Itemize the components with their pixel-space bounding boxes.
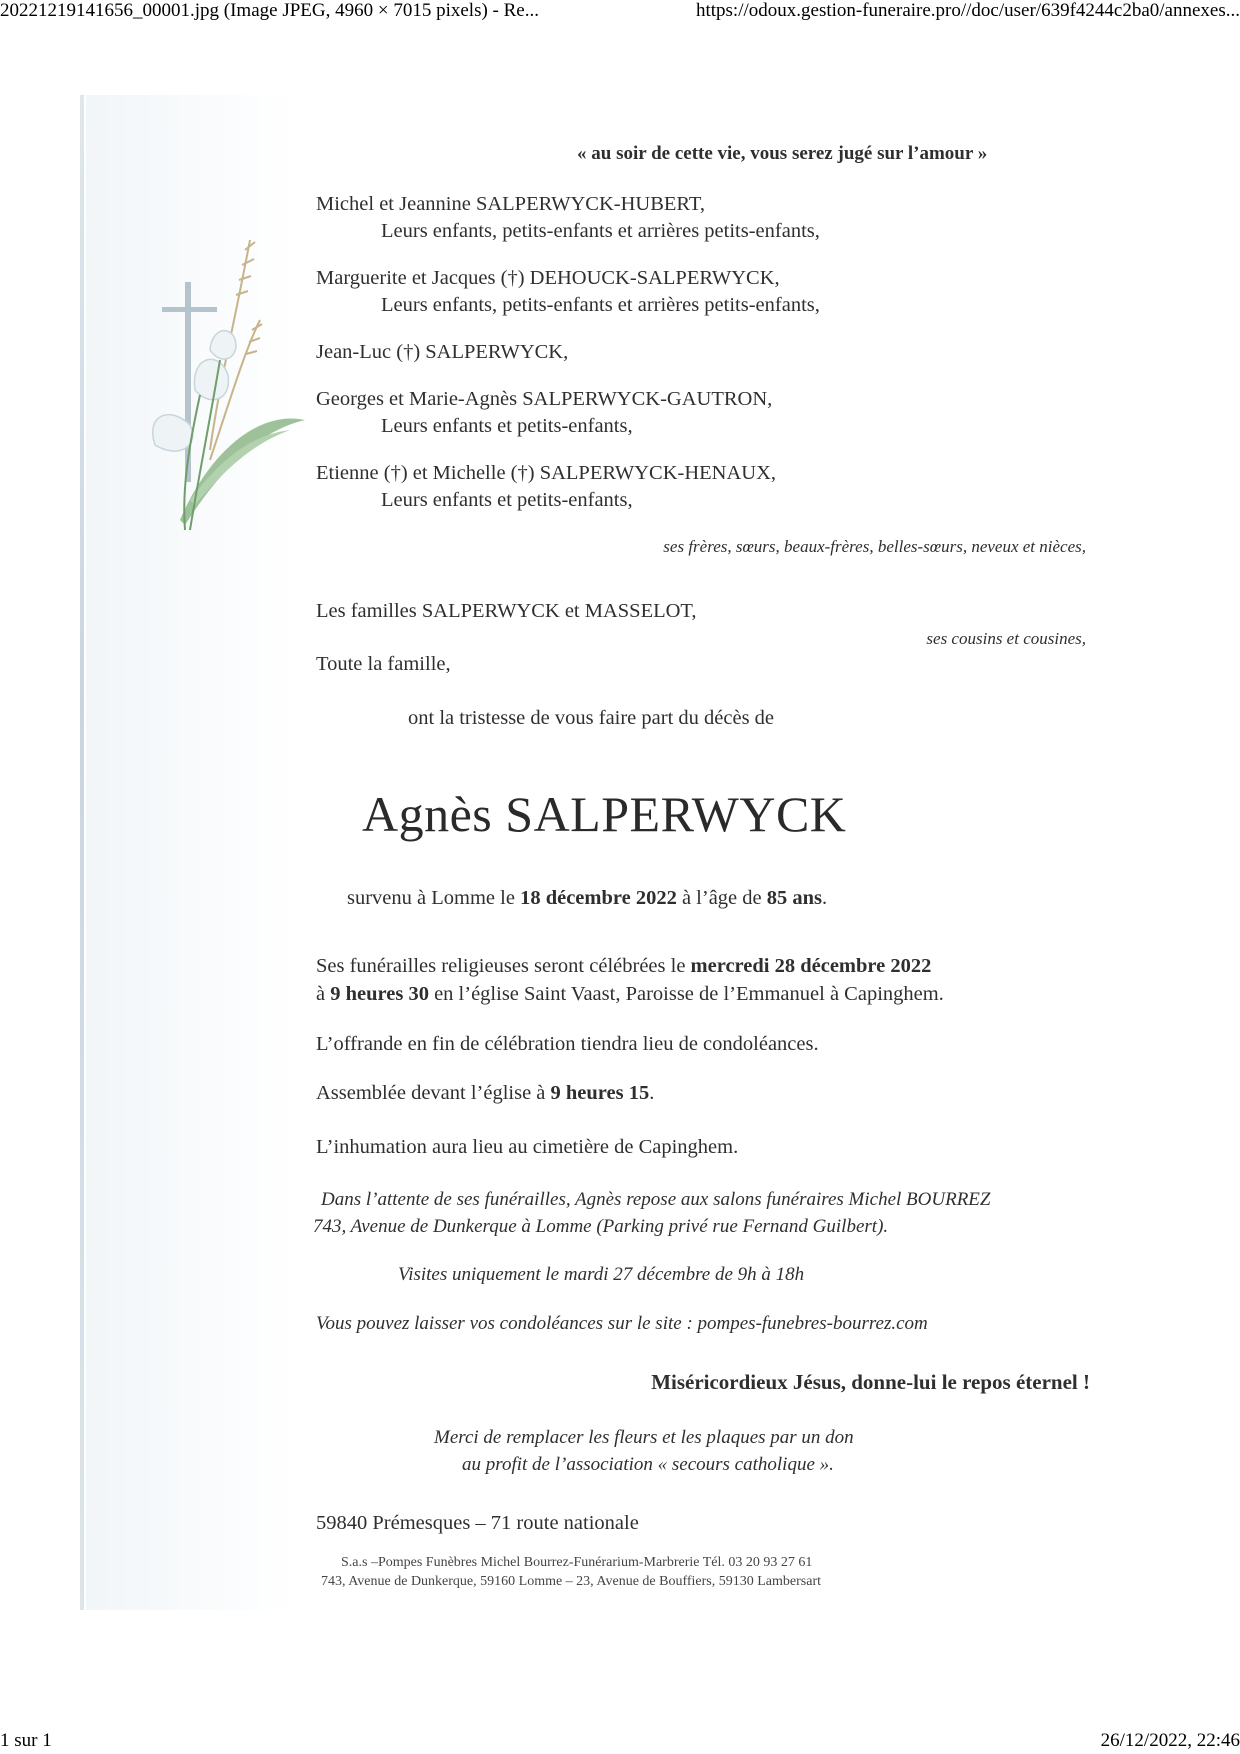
- offering-note: L’offrande en fin de célébration tiendra lieu de condoléances.: [316, 1033, 819, 1055]
- family-5-descendants: Leurs enfants et petits-enfants,: [381, 489, 633, 511]
- rest-line-1: Dans l’attente de ses funérailles, Agnès repose aux salons funéraires Michel BOURREZ: [321, 1189, 991, 1210]
- page-count: 1 sur 1: [0, 1730, 52, 1751]
- family-2-descendants: Leurs enfants, petits-enfants et arrières petits-enfants,: [381, 294, 820, 316]
- prayer: Miséricordieux Jésus, donne-lui le repos éternel !: [651, 1370, 1090, 1394]
- tab-title: 20221219141656_00001.jpg (Image JPEG, 4960 × 7015 pixels) - Re...: [0, 0, 539, 21]
- family-1-names: Michel et Jeannine SALPERWYCK-HUBERT,: [316, 193, 705, 215]
- company-line-2: 743, Avenue de Dunkerque, 59160 Lomme – 23, Avenue de Bouffiers, 59130 Lambersart: [321, 1574, 821, 1589]
- family-1-descendants: Leurs enfants, petits-enfants et arrières petits-enfants,: [381, 220, 820, 242]
- print-datetime: 26/12/2022, 22:46: [1100, 1730, 1240, 1751]
- page-url: https://odoux.gestion-funeraire.pro//doc/user/639f4244c2ba0/annexes...: [695, 0, 1240, 21]
- cross-lily-illustration: [140, 230, 310, 560]
- flowers-line-1: Merci de remplacer les fleurs et les plaques par un don: [434, 1427, 854, 1448]
- cousins-note: ses cousins et cousines,: [926, 629, 1086, 648]
- company-line-1: S.a.s –Pompes Funèbres Michel Bourrez-Funérarium-Marbrerie Tél. 03 20 93 27 61: [341, 1555, 813, 1570]
- siblings-note: ses frères, sœurs, beaux-frères, belles-sœurs, neveux et nièces,: [663, 537, 1086, 556]
- announcement: ont la tristesse de vous faire part du décès de: [408, 707, 775, 729]
- family-address: 59840 Prémesques – 71 route nationale: [316, 1512, 639, 1534]
- families-line: Les familles SALPERWYCK et MASSELOT,: [316, 600, 697, 622]
- family-3-names: Jean-Luc (†) SALPERWYCK,: [316, 341, 569, 363]
- palm-leaf-icon: [180, 418, 305, 525]
- family-4-descendants: Leurs enfants et petits-enfants,: [381, 415, 633, 437]
- funeral-line-2: à 9 heures 30 en l’église Saint Vaast, Paroisse de l’Emmanuel à Capinghem.: [316, 983, 944, 1005]
- epigraph: « au soir de cette vie, vous serez jugé sur l’amour »: [577, 143, 988, 164]
- flowers-line-2: au profit de l’association « secours catholique ».: [462, 1454, 834, 1475]
- family-2-names: Marguerite et Jacques (†) DEHOUCK-SALPERWYCK,: [316, 267, 780, 289]
- death-details: survenu à Lomme le 18 décembre 2022 à l’âge de 85 ans.: [347, 887, 828, 909]
- assembly-note: Assemblée devant l’église à 9 heures 15.: [316, 1082, 655, 1104]
- funeral-line-1: Ses funérailles religieuses seront célébrées le mercredi 28 décembre 2022: [316, 955, 932, 977]
- lily-icon: [153, 331, 236, 452]
- family-5-names: Etienne (†) et Michelle (†) SALPERWYCK-HENAUX,: [316, 462, 777, 484]
- burial-note: L’inhumation aura lieu au cimetière de Capinghem.: [316, 1136, 739, 1158]
- whole-family: Toute la famille,: [316, 653, 451, 675]
- condolences-note: Vous pouvez laisser vos condoléances sur le site : pompes-funebres-bourrez.com: [316, 1313, 928, 1334]
- rest-line-2: 743, Avenue de Dunkerque à Lomme (Parking privé rue Fernand Guilbert).: [313, 1216, 889, 1237]
- visits-note: Visites uniquement le mardi 27 décembre de 9h à 18h: [398, 1264, 805, 1285]
- deceased-name: Agnès SALPERWYCK: [362, 786, 847, 842]
- left-border-strip: [80, 95, 84, 1610]
- family-4-names: Georges et Marie-Agnès SALPERWYCK-GAUTRON,: [316, 388, 773, 410]
